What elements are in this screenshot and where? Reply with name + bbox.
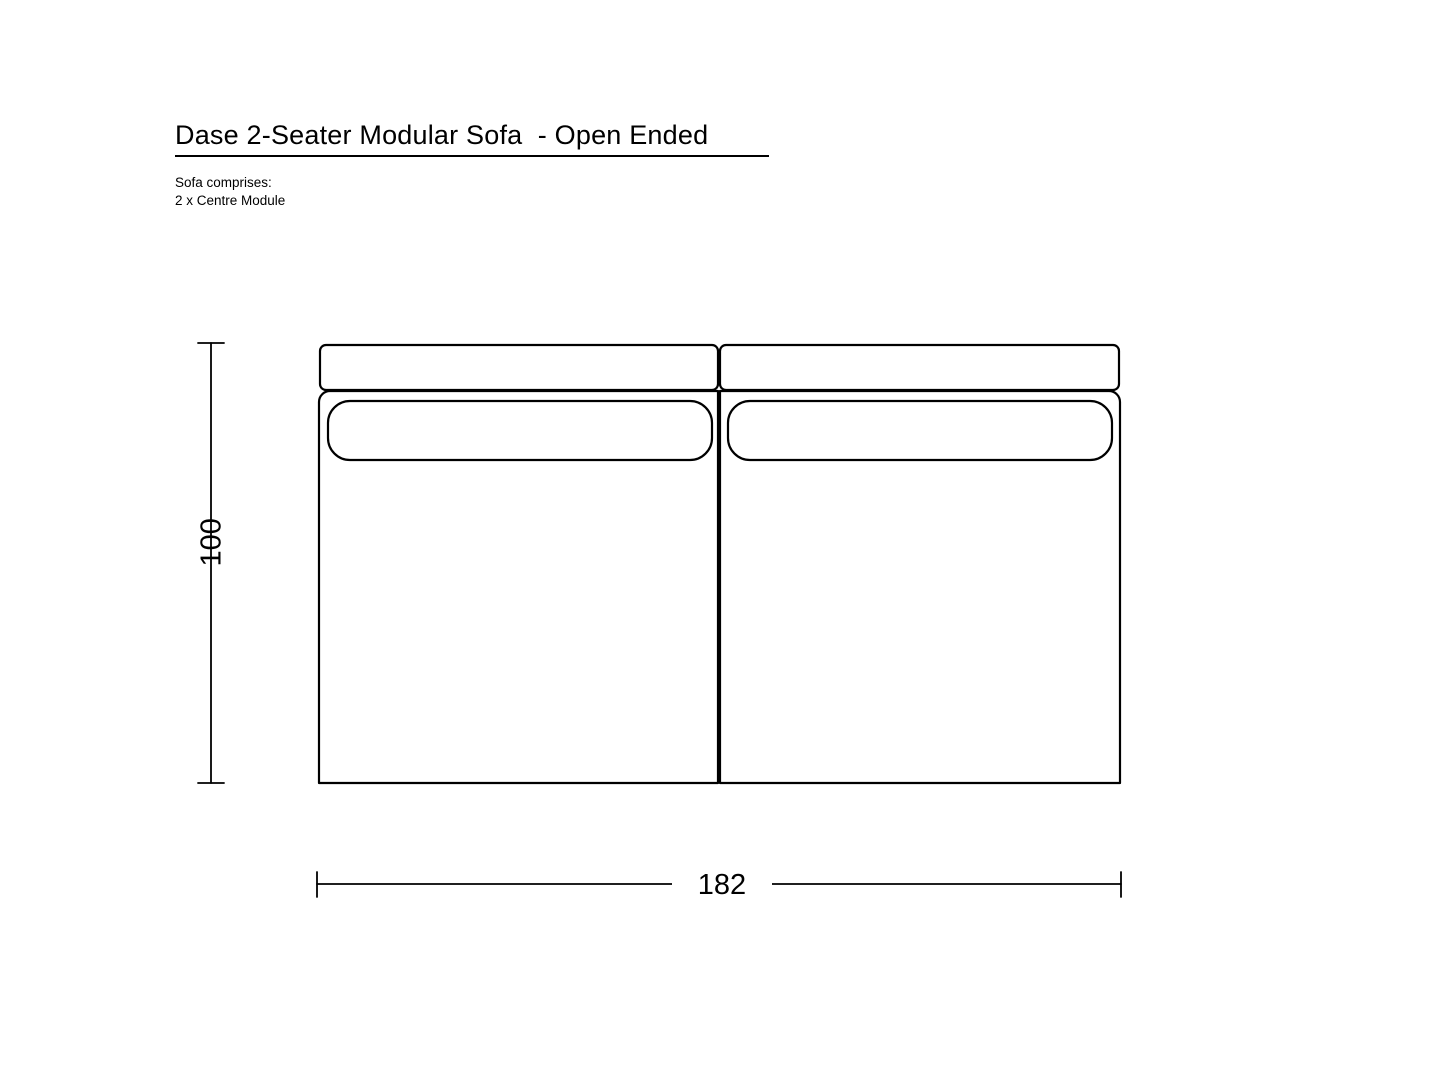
left-module-seat-cushion (328, 401, 712, 460)
height-dimension-label: 100 (195, 518, 228, 567)
page-title: Dase 2-Seater Modular Sofa - Open Ended (175, 120, 709, 150)
left-module-body (319, 391, 718, 783)
right-module-body (720, 391, 1120, 783)
right-module-back-cushion (720, 345, 1119, 390)
width-dimension-label: 182 (672, 869, 772, 902)
left-module-back-cushion (320, 345, 718, 390)
comprises-label: Sofa comprises: (175, 175, 272, 190)
comprises-items: 2 x Centre Module (175, 193, 286, 208)
right-module-seat-cushion (728, 401, 1112, 460)
